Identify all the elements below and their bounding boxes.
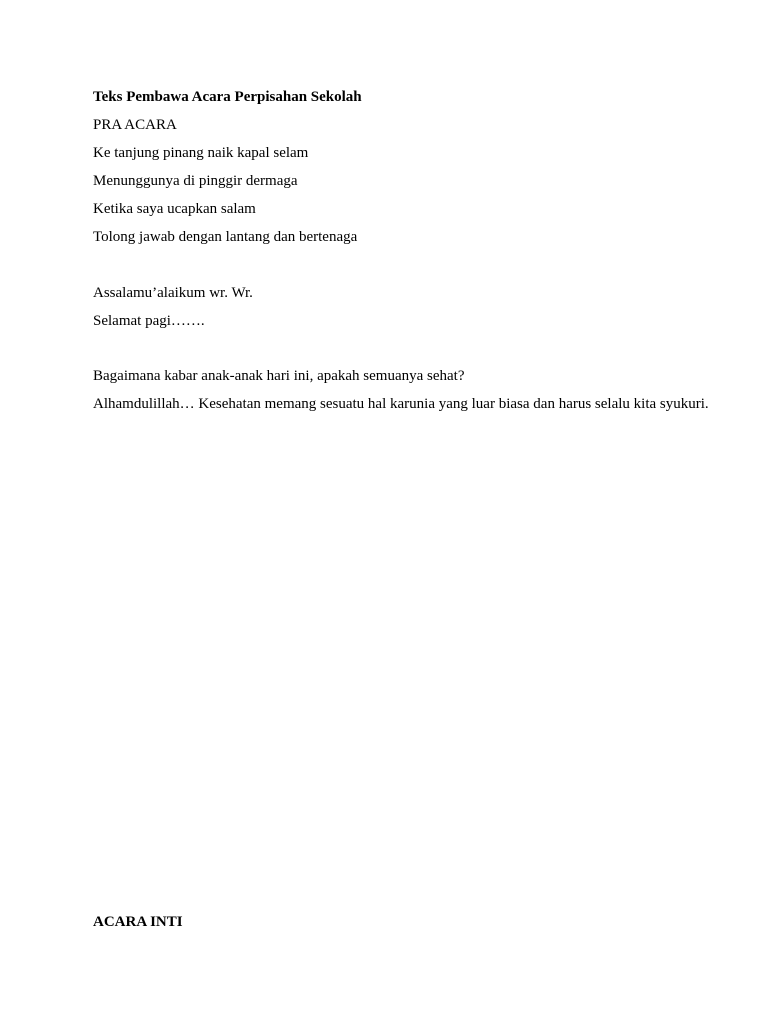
pantun-line-3: Ketika saya ucapkan salam [93,201,256,217]
question-paragraph: Bagaimana kabar anak-anak hari ini, apakah semuanya sehat? [93,368,465,384]
pantun-line-2: Menunggunya di pinggir dermaga [93,173,298,189]
reply-paragraph: Alhamdulillah… Kesehatan memang sesuatu hal karunia yang luar biasa dan harus selalu kita syukuri. [93,396,709,412]
pantun-line-4: Tolong jawab dengan lantang dan bertenaga [93,229,358,245]
greeting-line-1: Assalamu’alaikum wr. Wr. [93,285,253,301]
section-heading-pra-acara: PRA ACARA [93,117,177,133]
pantun-line-1: Ke tanjung pinang naik kapal selam [93,145,309,161]
section-heading-acara-inti: ACARA INTI [93,914,183,930]
greeting-line-2: Selamat pagi……. [93,313,205,329]
document-title: Teks Pembawa Acara Perpisahan Sekolah [93,89,362,105]
